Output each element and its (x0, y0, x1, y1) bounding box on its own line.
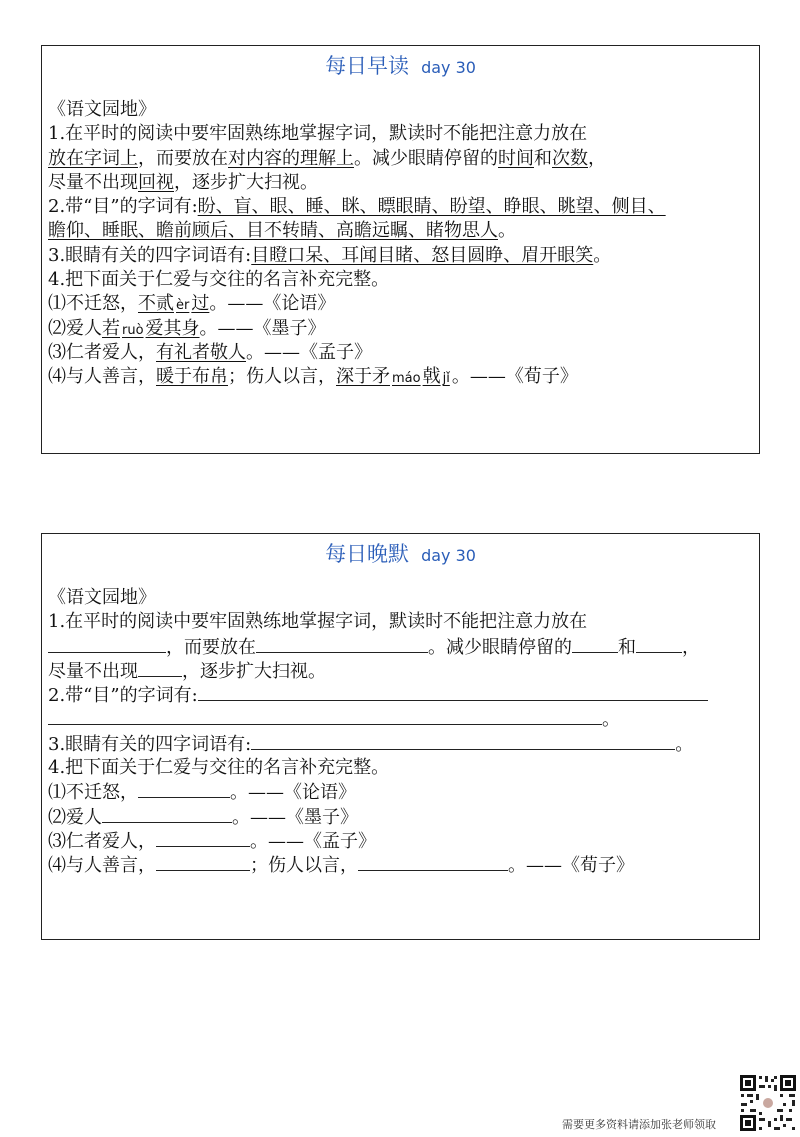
blank-line[interactable] (102, 805, 232, 823)
text: ⑷与人善言， (48, 855, 156, 877)
text: 。减少眼睛停留的 (354, 147, 498, 169)
question-1-line-3 (48, 171, 753, 195)
card-title (48, 54, 753, 80)
card-title (48, 542, 753, 568)
quote-3 (48, 829, 753, 853)
blank-line[interactable] (251, 732, 675, 750)
title-text: 每日早读 (325, 54, 410, 78)
blank-line[interactable] (48, 635, 166, 653)
card-body (48, 98, 753, 390)
text: ⑵爱人 (48, 806, 102, 828)
question-4: 4.把下面关于仁爱与交往的名言补充完整。 (48, 269, 390, 291)
question-1-line-1: 1.在平时的阅读中要牢固熟练地掌握字词，默读时不能把注意力放在 (48, 611, 588, 633)
answer: 对内容的理解上 (228, 147, 354, 169)
question-4: 4.把下面关于仁爱与交往的名言补充完整。 (48, 757, 390, 779)
text: 。——《墨子》 (199, 317, 326, 339)
answer: 次数 (552, 147, 588, 169)
title-text: 每日晚默 (325, 542, 410, 566)
quote-4 (48, 365, 753, 389)
blank-line[interactable] (138, 780, 230, 798)
text: 。——《孟子》 (250, 830, 376, 852)
text: ，逐步扩大扫视。 (182, 660, 326, 682)
answer: 回视 (138, 171, 174, 193)
footer-note: 需要更多资料请添加张老师领取 (562, 1118, 716, 1131)
pinyin: ruò (122, 322, 144, 338)
day-label: day 30 (421, 58, 476, 77)
evening-dictation-card (41, 533, 760, 940)
text: ⑶仁者爱人， (48, 341, 156, 363)
answer: 目瞪口呆、耳闻目睹、怒目圆睁、眉开眼笑 (251, 244, 594, 266)
text: 。减少眼睛停留的 (428, 636, 572, 658)
card-body (48, 586, 753, 878)
text: ⑶仁者爱人， (48, 830, 156, 852)
text: 。——《荀子》 (508, 855, 634, 877)
answer: 时间 (498, 147, 534, 169)
question-3 (48, 244, 753, 268)
text: ；伤人以言， (250, 855, 358, 877)
blank-line[interactable] (156, 853, 250, 871)
text: ， (682, 636, 700, 658)
text: ⑴不迁怒， (48, 293, 138, 315)
blank-line[interactable] (198, 683, 708, 701)
blank-line[interactable] (156, 829, 250, 847)
text: 戟 (422, 366, 441, 388)
qr-code-graphic (738, 1073, 798, 1133)
pinyin: máo (392, 371, 421, 387)
answer (138, 293, 209, 314)
text: 爱其身 (145, 317, 200, 339)
blank-line[interactable] (572, 635, 618, 653)
qr-code-icon (738, 1073, 798, 1133)
section-heading: 《语文园地》 (48, 587, 156, 608)
day-label: day 30 (421, 546, 476, 565)
text: ，而要放在 (166, 636, 256, 658)
text: 。——《论语》 (209, 293, 336, 315)
quote-2 (48, 317, 753, 341)
question-2-line-1 (48, 683, 753, 707)
answer: 暖于布帛 (156, 366, 228, 388)
blank-line[interactable] (138, 659, 182, 677)
text: 。——《墨子》 (232, 806, 358, 828)
pinyin: jǐ (442, 371, 450, 387)
text: ⑵爱人 (48, 317, 102, 339)
text: 。——《荀子》 (451, 366, 578, 388)
pinyin: èr (176, 298, 190, 314)
quote-2 (48, 805, 753, 829)
text: ⑴不迁怒， (48, 782, 138, 804)
text: 尽量不出现 (48, 660, 138, 682)
question-2-line-2 (48, 219, 753, 243)
text: 。 (498, 220, 516, 242)
text: ；伤人以言， (228, 366, 336, 388)
question-3 (48, 732, 753, 756)
blank-line[interactable] (636, 635, 682, 653)
question-1-line-2 (48, 147, 753, 171)
text: 和 (534, 147, 552, 169)
answer: 瞻仰、睡眠、瞻前顾后、目不转睛、高瞻远瞩、睹物思人 (48, 220, 498, 242)
quote-1 (48, 292, 753, 316)
blank-line[interactable] (48, 707, 602, 725)
answer: 盼、盲、眼、睡、眯、瞟眼睛、盼望、睁眼、眺望、侧目、 (197, 196, 666, 218)
text: 。 (602, 709, 620, 731)
answer (102, 318, 200, 339)
text: ，逐步扩大扫视。 (174, 171, 318, 193)
answer: 有礼者敬人 (156, 341, 246, 363)
answer (336, 366, 452, 387)
section-heading: 《语文园地》 (48, 99, 156, 120)
text: 过 (191, 293, 210, 315)
blank-line[interactable] (358, 853, 508, 871)
quote-4 (48, 853, 753, 877)
text: 若 (102, 317, 120, 339)
blank-line[interactable] (256, 635, 428, 653)
text: 。——《孟子》 (246, 341, 372, 363)
text: 不贰 (138, 293, 174, 315)
text: 3.眼睛有关的四字词语有: (48, 733, 252, 755)
question-1-line-2 (48, 635, 753, 659)
question-2-line-2 (48, 707, 753, 731)
text: 3.眼睛有关的四字词语有: (48, 244, 252, 266)
text: ，而要放在 (138, 147, 228, 169)
answer: 放在字词上 (48, 147, 138, 169)
question-2-line-1 (48, 195, 753, 219)
text: 。——《论语》 (230, 782, 356, 804)
text: 2.带“目”的字词有: (48, 196, 198, 218)
text: 和 (618, 636, 636, 658)
quote-3 (48, 341, 753, 365)
question-1-line-3 (48, 659, 753, 683)
text: 2.带“目”的字词有: (48, 685, 198, 707)
text: ， (588, 147, 606, 169)
morning-reading-card (41, 45, 760, 454)
text: ⑷与人善言， (48, 366, 156, 388)
text: 深于矛 (336, 366, 390, 388)
text: 。 (593, 244, 612, 266)
question-1-line-1: 1.在平时的阅读中要牢固熟练地掌握字词，默读时不能把注意力放在 (48, 123, 588, 145)
text: 。 (675, 733, 694, 755)
text: 尽量不出现 (48, 171, 138, 193)
quote-1 (48, 780, 753, 804)
